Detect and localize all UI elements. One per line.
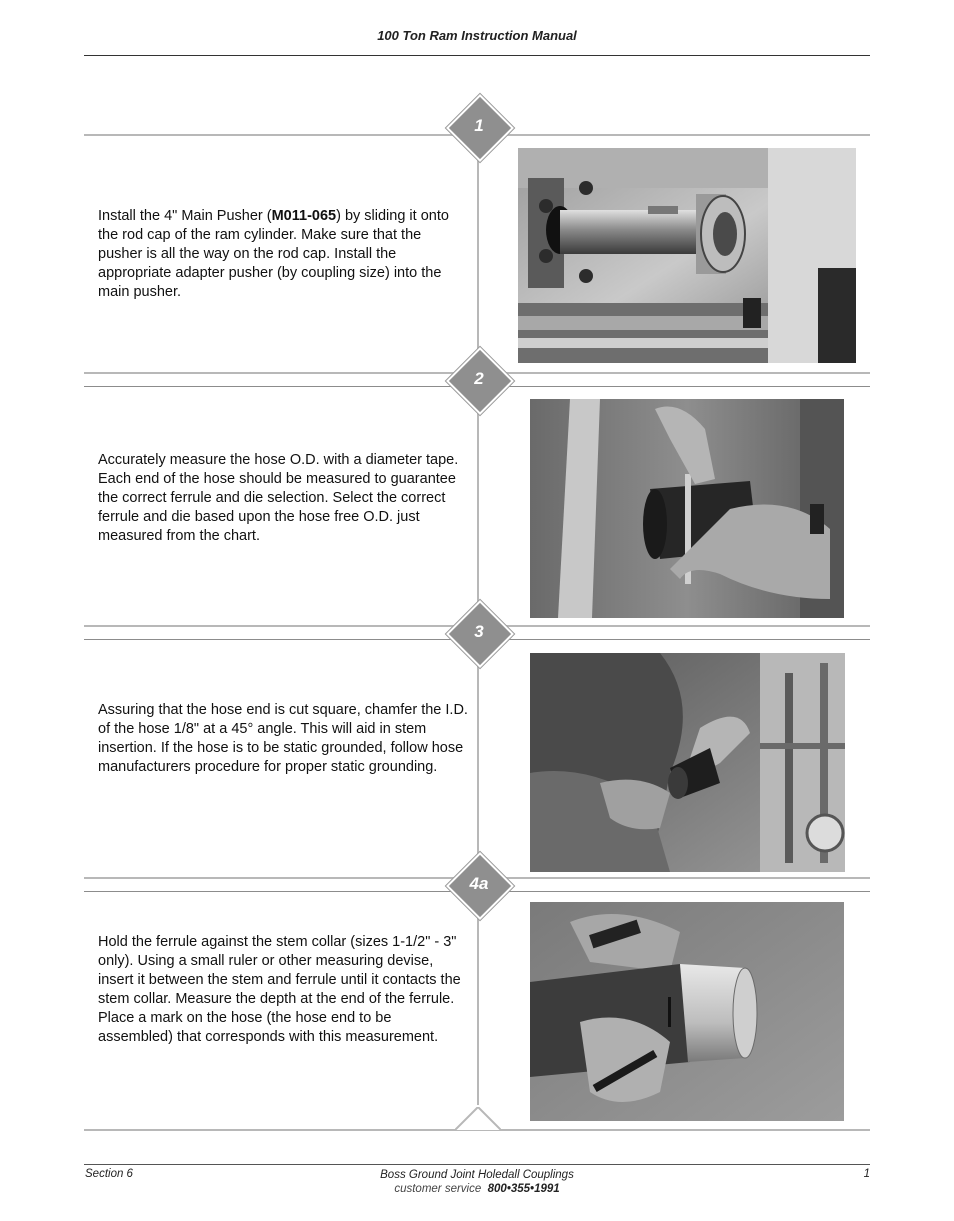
step-3-divider [477,653,479,867]
footer-rule [84,1164,870,1165]
header-rule [84,55,870,56]
step-4a-divider [477,905,479,1105]
footer-service [0,1182,954,1196]
step-2-number: 2 [474,369,484,388]
footer-phone: 800•355•1991 [487,1183,560,1195]
step-4a-number: 4a [469,874,489,893]
step-1-text: Install the 4" Main Pusher (M011-065) by sliding it onto the rod cap of the ram cylinder. Make sure that the pusher is all the way on the rod cap. Install the appropriate adapter pusher (by coupling size) into the main pusher. [98,208,449,300]
footer-service-label: customer service [394,1183,482,1195]
step-4a-photo [530,902,844,1121]
step-3-photo [530,653,845,872]
footer-center [0,1168,954,1196]
footer-company: Boss Ground Joint Holedall Couplings [380,1169,574,1181]
step-2-text: Accurately measure the hose O.D. with a diameter tape. Each end of the hose should be measured to guarantee the correct ferrule and die selection. Select the correct ferrule and die based upon the hose free O.D. just measured from the chart. [98,452,459,544]
step-1-number: 1 [474,116,484,135]
step-1-photo [518,148,856,363]
step-2-divider [477,400,479,614]
step-2-photo [530,399,844,618]
part-number: M011-065 [271,208,337,224]
footer-page-number: 1 [863,1168,870,1180]
step-4a-text: Hold the ferrule against the stem collar (sizes 1-1/2" - 3" only). Using a small ruler or other measuring devise, insert it between the stem and ferrule until it contacts the stem collar. Measure the depth at the end of the ferrule. Place a mark on the hose (the hose end to be assembled) that corresponds with this measurement. [98,934,461,1045]
bottom-notch [455,1107,501,1131]
page-header-title: 100 Ton Ram Instruction Manual [377,28,577,43]
step-3-number: 3 [474,622,484,641]
step-1-divider [477,148,479,362]
footer-section: Section 6 [85,1168,133,1180]
step-3-text: Assuring that the hose end is cut square, chamfer the I.D. of the hose 1/8" at a 45° angle. This will aid in stem insertion. If the hose is to be static grounded, follow hose manufacturers procedure for proper static grounding. [98,702,468,775]
